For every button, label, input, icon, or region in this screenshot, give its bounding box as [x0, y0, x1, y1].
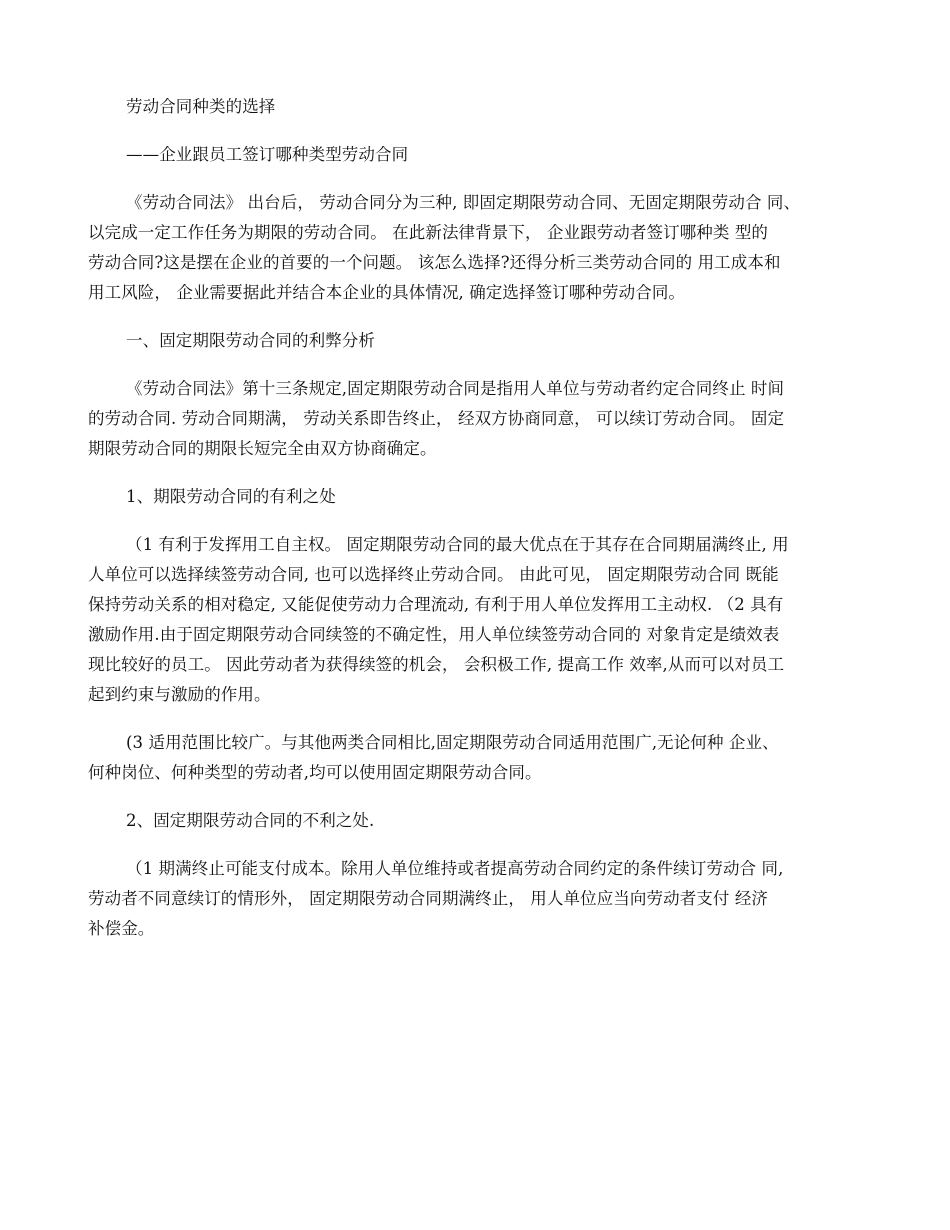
section-heading-1: [88, 326, 862, 356]
paragraph-article-13: [88, 374, 862, 464]
paragraph-line: 激励作用.由于固定期限劳动合同续签的不确定性，用人单位续签劳动合同的 对象肯定是绩效表: [88, 625, 780, 644]
paragraph-line: 补偿金。: [88, 919, 155, 938]
paragraph-line: （1 有利于发挥用工自主权。 固定期限劳动合同的最大优点在于其存在合同期届满终止, 用: [126, 535, 789, 554]
paragraph-intro: [88, 188, 862, 308]
paragraph-line: 的劳动合同. 劳动合同期满， 劳动关系即告终止， 经双方协商同意， 可以续订劳动合同。 固定: [88, 409, 785, 428]
paragraph-line: 劳动合同?这是摆在企业的首要的一个问题。 该怎么选择?还得分析三类劳动合同的 用工成本和: [88, 253, 781, 272]
subheading-text: 2、固定期限劳动合同的不利之处.: [126, 811, 375, 830]
paragraph-disadvantages-1: [88, 854, 862, 944]
paragraph-line: (3 适用范围比较广。与其他两类合同相比,固定期限劳动合同适用范围广,无论何种 企业、: [126, 733, 779, 752]
subheading-advantages: [88, 482, 862, 512]
subtitle-block: [88, 140, 862, 170]
paragraph-line: 以完成一定工作任务为期限的劳动合同。 在此新法律背景下， 企业跟劳动者签订哪种类 型的: [88, 223, 769, 242]
title-block: [88, 92, 862, 122]
subheading-text: 1、期限劳动合同的有利之处: [126, 487, 336, 506]
paragraph-line: 保持劳动关系的相对稳定, 又能促使劳动力合理流动, 有利于用人单位发挥用工主动权. （2 具有: [88, 595, 784, 614]
paragraph-line: 用工风险， 企业需要据此并结合本企业的具体情况, 确定选择签订哪种劳动合同。: [88, 283, 686, 302]
paragraph-line: 期限劳动合同的期限长短完全由双方协商确定。: [88, 439, 437, 458]
document-subtitle: ——企业跟员工签订哪种类型劳动合同: [126, 145, 409, 164]
paragraph-line: 起到约束与激励的作用。: [88, 685, 271, 704]
paragraph-line: （1 期满终止可能支付成本。除用人单位维持或者提高劳动合同约定的条件续订劳动合 同,: [126, 859, 784, 878]
document-title: 劳动合同种类的选择: [126, 97, 276, 116]
paragraph-line: 现比较好的员工。 因此劳动者为获得续签的机会， 会积极工作, 提高工作 效率,从而可以对员工: [88, 655, 785, 674]
paragraph-line: 《劳动合同法》第十三条规定,固定期限劳动合同是指用人单位与劳动者约定合同终止 时间: [126, 379, 785, 398]
section-heading-text: 一、固定期限劳动合同的利弊分析: [126, 331, 375, 350]
paragraph-advantages-3: [88, 728, 862, 788]
paragraph-line: 何种岗位、何种类型的劳动者,均可以使用固定期限劳动合同。: [88, 763, 542, 782]
paragraph-line: 《劳动合同法》 出台后， 劳动合同分为三种, 即固定期限劳动合同、无固定期限劳动合 同、: [126, 193, 801, 212]
paragraph-line: 人单位可以选择续签劳动合同, 也可以选择终止劳动合同。 由此可见， 固定期限劳动合同 既能: [88, 565, 779, 584]
paragraph-advantages-1-2: [88, 530, 862, 710]
paragraph-line: 劳动者不同意续订的情形外， 固定期限劳动合同期满终止， 用人单位应当向劳动者支付 经济: [88, 889, 769, 908]
subheading-disadvantages: [88, 806, 862, 836]
